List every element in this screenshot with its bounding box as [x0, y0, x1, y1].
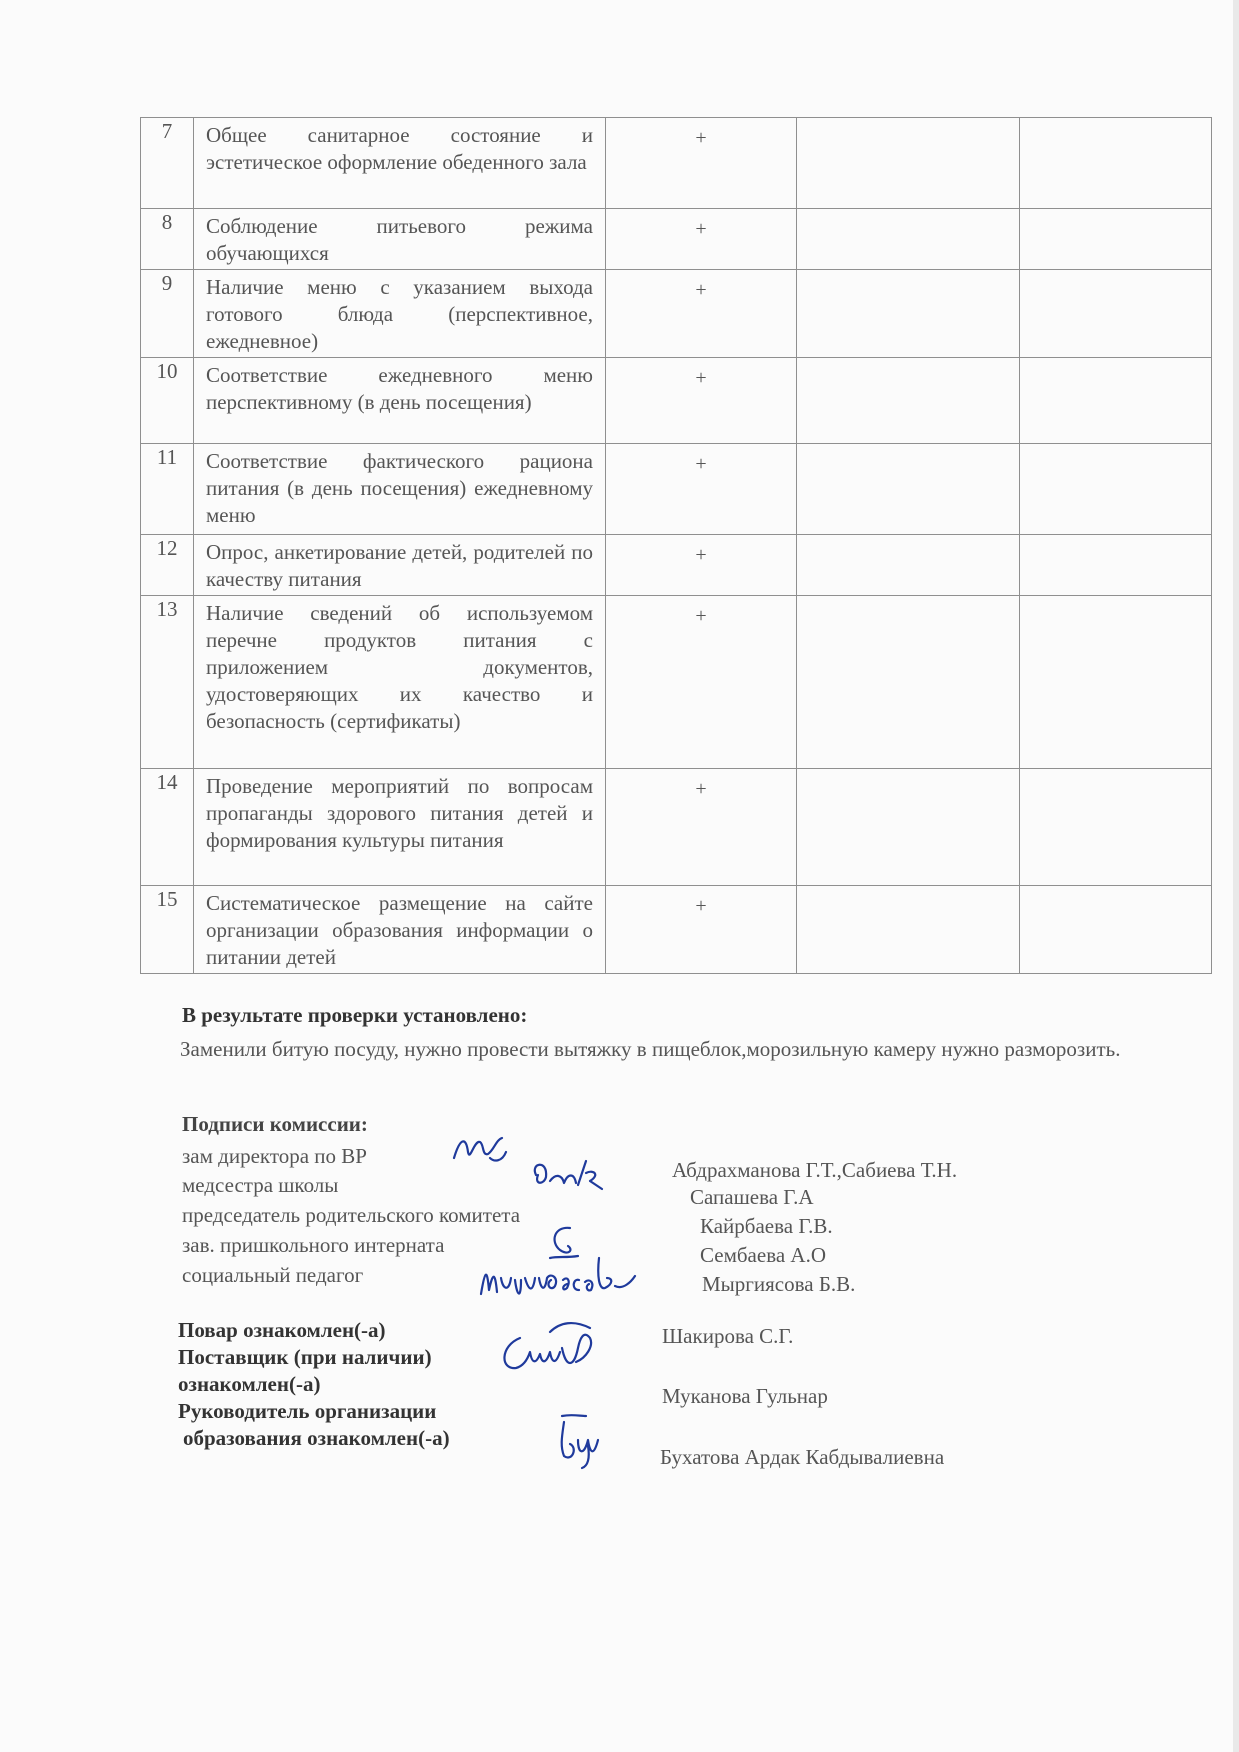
head-name: Бухатова Ардак Кабдывалиевна — [660, 1445, 945, 1469]
compliance-mark: + — [606, 886, 797, 974]
row-number: 10 — [141, 358, 194, 444]
name-boarding-head: Сембаева А.О — [700, 1243, 826, 1267]
empty-cell — [1020, 444, 1212, 535]
name-parent-committee-chair: Кайрбаева Г.В. — [700, 1214, 833, 1238]
criterion-text: Соответствие фактического рациона питания (в день посещения) ежедневному меню — [194, 444, 606, 535]
signature-deputy-director — [450, 1128, 510, 1168]
supplier-name: Муканова Гульнар — [662, 1384, 828, 1408]
row-number: 12 — [141, 535, 194, 596]
empty-cell — [1020, 270, 1212, 358]
compliance-mark: + — [606, 769, 797, 886]
table-row — [141, 118, 1212, 209]
name-social-pedagogue: Мыргиясова Б.В. — [702, 1272, 856, 1296]
row-number: 14 — [141, 769, 194, 886]
criterion-text: Проведение мероприятий по вопросам пропаганды здорового питания детей и формирования культуры питания — [194, 769, 606, 886]
row-number: 7 — [141, 118, 194, 209]
empty-cell — [1020, 886, 1212, 974]
criterion-text: Наличие меню с указанием выхода готового блюда (перспективное, ежедневное) — [194, 270, 606, 358]
empty-cell — [797, 535, 1020, 596]
empty-cell — [797, 270, 1020, 358]
empty-cell — [797, 886, 1020, 974]
criterion-text: Систематическое размещение на сайте организации образования информации о питании детей — [194, 886, 606, 974]
compliance-mark: + — [606, 596, 797, 769]
row-number: 13 — [141, 596, 194, 769]
empty-cell — [1020, 596, 1212, 769]
page-edge — [1233, 0, 1239, 1752]
criterion-text: Наличие сведений об используемом перечне продуктов питания с приложением документов, удостоверяющих их качество и безопасность (сертификаты) — [194, 596, 606, 769]
empty-cell — [797, 769, 1020, 886]
role-social-pedagogue: социальный педагог — [182, 1263, 364, 1287]
cook-name: Шакирова С.Г. — [662, 1324, 794, 1348]
row-number: 15 — [141, 886, 194, 974]
empty-cell — [1020, 358, 1212, 444]
table-row — [141, 886, 1212, 974]
empty-cell — [797, 444, 1020, 535]
signature-head — [550, 1406, 610, 1476]
empty-cell — [797, 358, 1020, 444]
row-number: 11 — [141, 444, 194, 535]
role-parent-committee-chair: председатель родительского комитета — [182, 1203, 521, 1227]
head-acknowledged-label-2: образования ознакомлен(-а) — [183, 1426, 450, 1450]
criterion-text: Опрос, анкетирование детей, родителей по качеству питания — [194, 535, 606, 596]
table-row — [141, 769, 1212, 886]
inspection-checklist-table — [140, 117, 1212, 974]
table-row — [141, 535, 1212, 596]
empty-cell — [1020, 535, 1212, 596]
empty-cell — [797, 596, 1020, 769]
supplier-acknowledged-label-1: Поставщик (при наличии) — [178, 1345, 432, 1369]
table-row — [141, 209, 1212, 270]
empty-cell — [797, 118, 1020, 209]
head-acknowledged-label-1: Руководитель организации — [178, 1399, 437, 1423]
role-boarding-head: зав. пришкольного интерната — [182, 1233, 445, 1257]
name-school-nurse: Сапашева Г.А — [690, 1185, 814, 1209]
result-title: В результате проверки установлено: — [182, 1003, 528, 1027]
empty-cell — [797, 209, 1020, 270]
empty-cell — [1020, 209, 1212, 270]
table-row — [141, 596, 1212, 769]
signature-social-pedagogue — [475, 1250, 665, 1310]
signature-school-nurse — [528, 1155, 608, 1195]
row-number: 8 — [141, 209, 194, 270]
empty-cell — [1020, 769, 1212, 886]
signature-cook — [490, 1318, 610, 1388]
compliance-mark: + — [606, 444, 797, 535]
compliance-mark: + — [606, 270, 797, 358]
criterion-text: Соблюдение питьевого режима обучающихся — [194, 209, 606, 270]
result-text: Заменили битую посуду, нужно провести вытяжку в пищеблок,морозильную камеру нужно разморозить. — [180, 1037, 1121, 1061]
role-deputy-director: зам директора по ВР — [182, 1144, 367, 1168]
compliance-mark: + — [606, 358, 797, 444]
criterion-text: Общее санитарное состояние и эстетическое оформление обеденного зала — [194, 118, 606, 209]
table-row — [141, 444, 1212, 535]
name-deputy-director: Абдрахманова Г.Т.,Сабиева Т.Н. — [672, 1158, 958, 1182]
compliance-mark: + — [606, 535, 797, 596]
compliance-mark: + — [606, 209, 797, 270]
compliance-mark: + — [606, 118, 797, 209]
role-school-nurse: медсестра школы — [182, 1173, 339, 1197]
table-row — [141, 270, 1212, 358]
commission-signatures-title: Подписи комиссии: — [182, 1112, 368, 1136]
table-row — [141, 358, 1212, 444]
empty-cell — [1020, 118, 1212, 209]
cook-acknowledged-label: Повар ознакомлен(-а) — [178, 1318, 386, 1342]
row-number: 9 — [141, 270, 194, 358]
supplier-acknowledged-label-2: ознакомлен(-а) — [178, 1372, 321, 1396]
criterion-text: Соответствие ежедневного меню перспективному (в день посещения) — [194, 358, 606, 444]
